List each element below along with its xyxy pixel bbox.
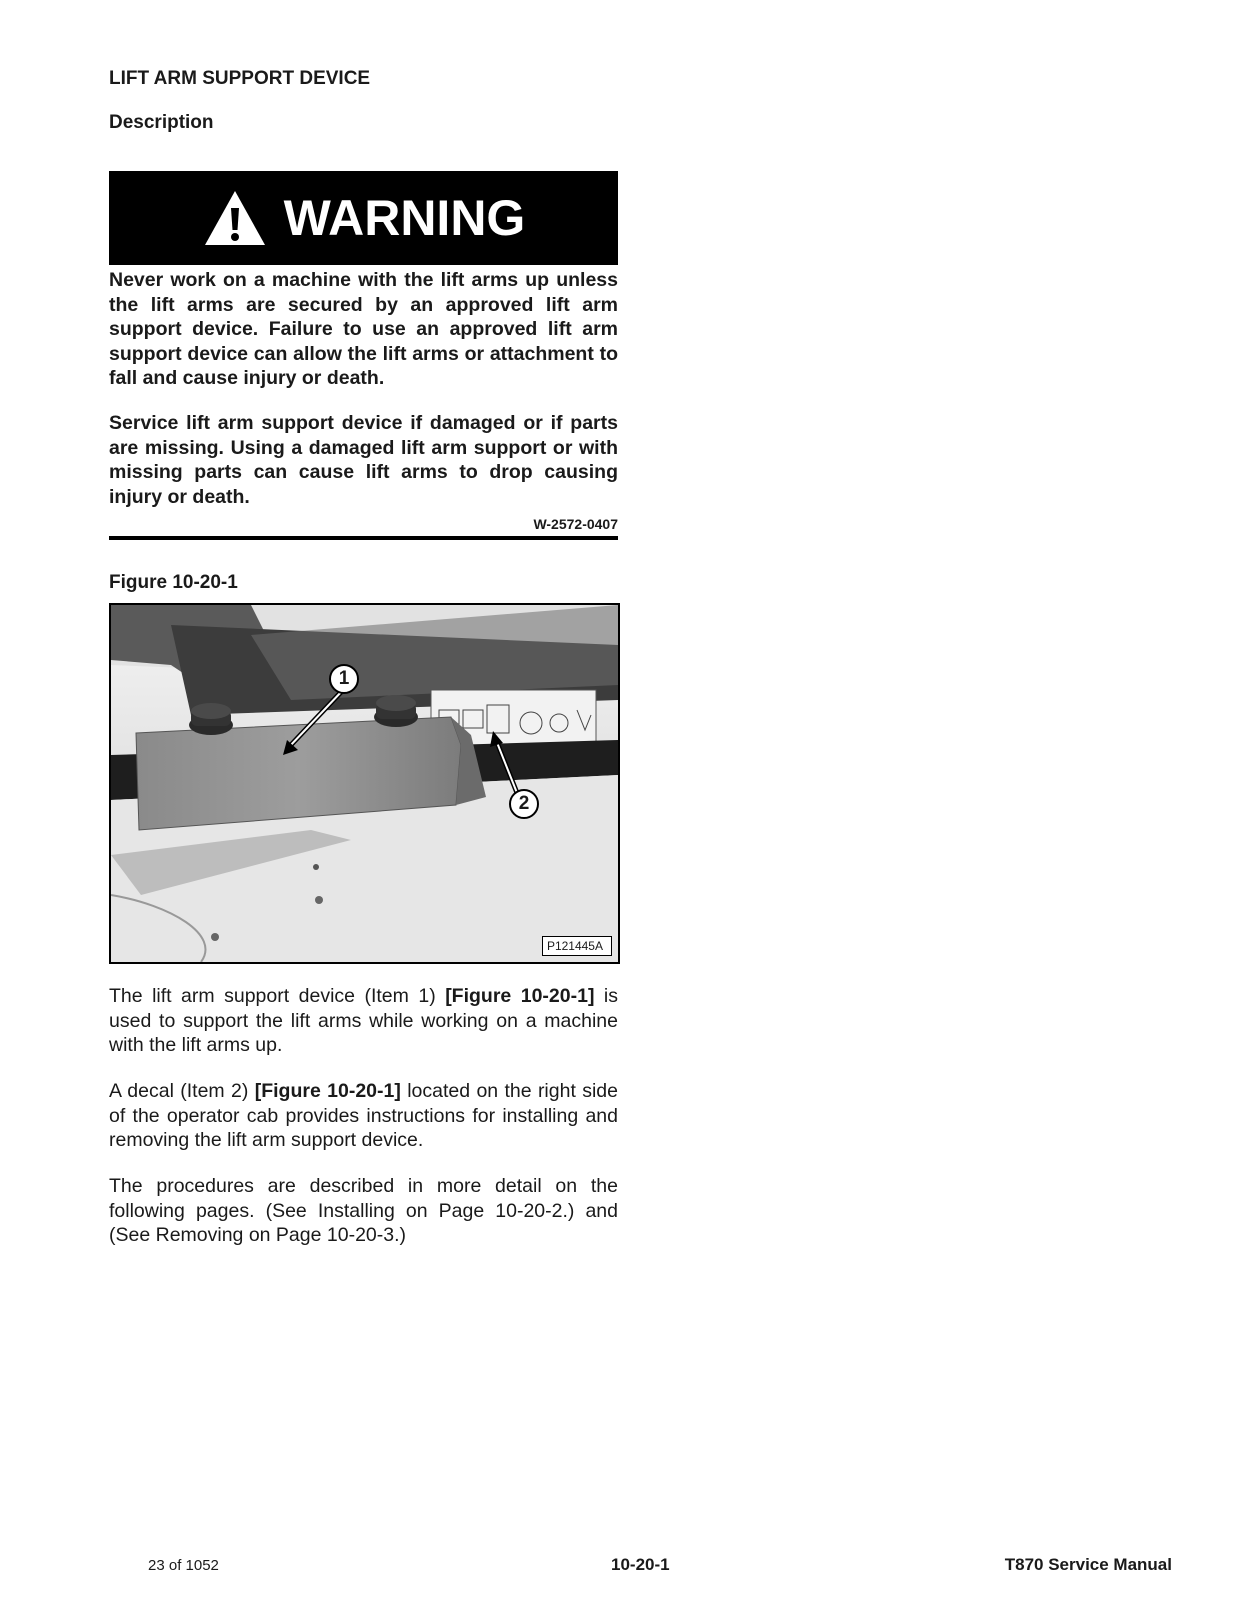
warning-label: WARNING [283, 190, 526, 246]
lift-arm-photo [111, 605, 618, 962]
body-paragraph-1 [109, 984, 618, 1058]
warning-triangle-icon [202, 188, 268, 248]
footer-page-number: 10-20-1 [611, 1555, 670, 1574]
body-paragraph-3: The procedures are described in more detail on the following pages. (See Installing on Page 10-20-2.) and (See Removing on Page 10-20-3.) [109, 1175, 618, 1246]
warning-paragraph-1: Never work on a machine with the lift arms up unless the lift arms are secured by an approved lift arm support device. Failure to use an approved lift arm support device can allow the lift arms or attachment to fall and cause injury or death. [109, 269, 618, 389]
body-paragraph-2-text: A decal (Item 2) [109, 1080, 255, 1102]
warning-code: W-2572-0407 [533, 516, 618, 532]
warning-divider [109, 536, 618, 540]
figure-title: Figure 10-20-1 [109, 572, 238, 593]
callout-1: 1 [329, 664, 359, 694]
photo-code: P121445A [542, 936, 612, 956]
body-paragraph-2-text-end: located on the right side of the operator cab provides instructions for installing and removing the lift arm support device. [109, 1080, 618, 1151]
footer-manual-title: T870 Service Manual [1004, 1555, 1172, 1574]
figure-photo [109, 603, 620, 964]
section-title: LIFT ARM SUPPORT DEVICE [109, 68, 371, 89]
body-paragraph-2 [109, 1079, 618, 1153]
body-paragraph-1-text: The lift arm support device (Item 1) [109, 985, 446, 1007]
footer-page-count: 23 of 1052 [148, 1557, 219, 1574]
subsection-title: Description [109, 112, 214, 133]
warning-banner [109, 171, 618, 265]
figure-reference-link[interactable]: [Figure 10-20-1] [254, 1080, 401, 1102]
warning-paragraph-2: Service lift arm support device if damaged or if parts are missing. Using a damaged lift arm support or with missing parts can cause lift arms to drop causing injury or death. [109, 412, 618, 508]
body-paragraph-1-text-end: is used to support the lift arms while working on a machine with the lift arms up. [109, 985, 619, 1056]
callout-2: 2 [509, 789, 539, 819]
figure-reference-link[interactable]: [Figure 10-20-1] [445, 985, 595, 1007]
